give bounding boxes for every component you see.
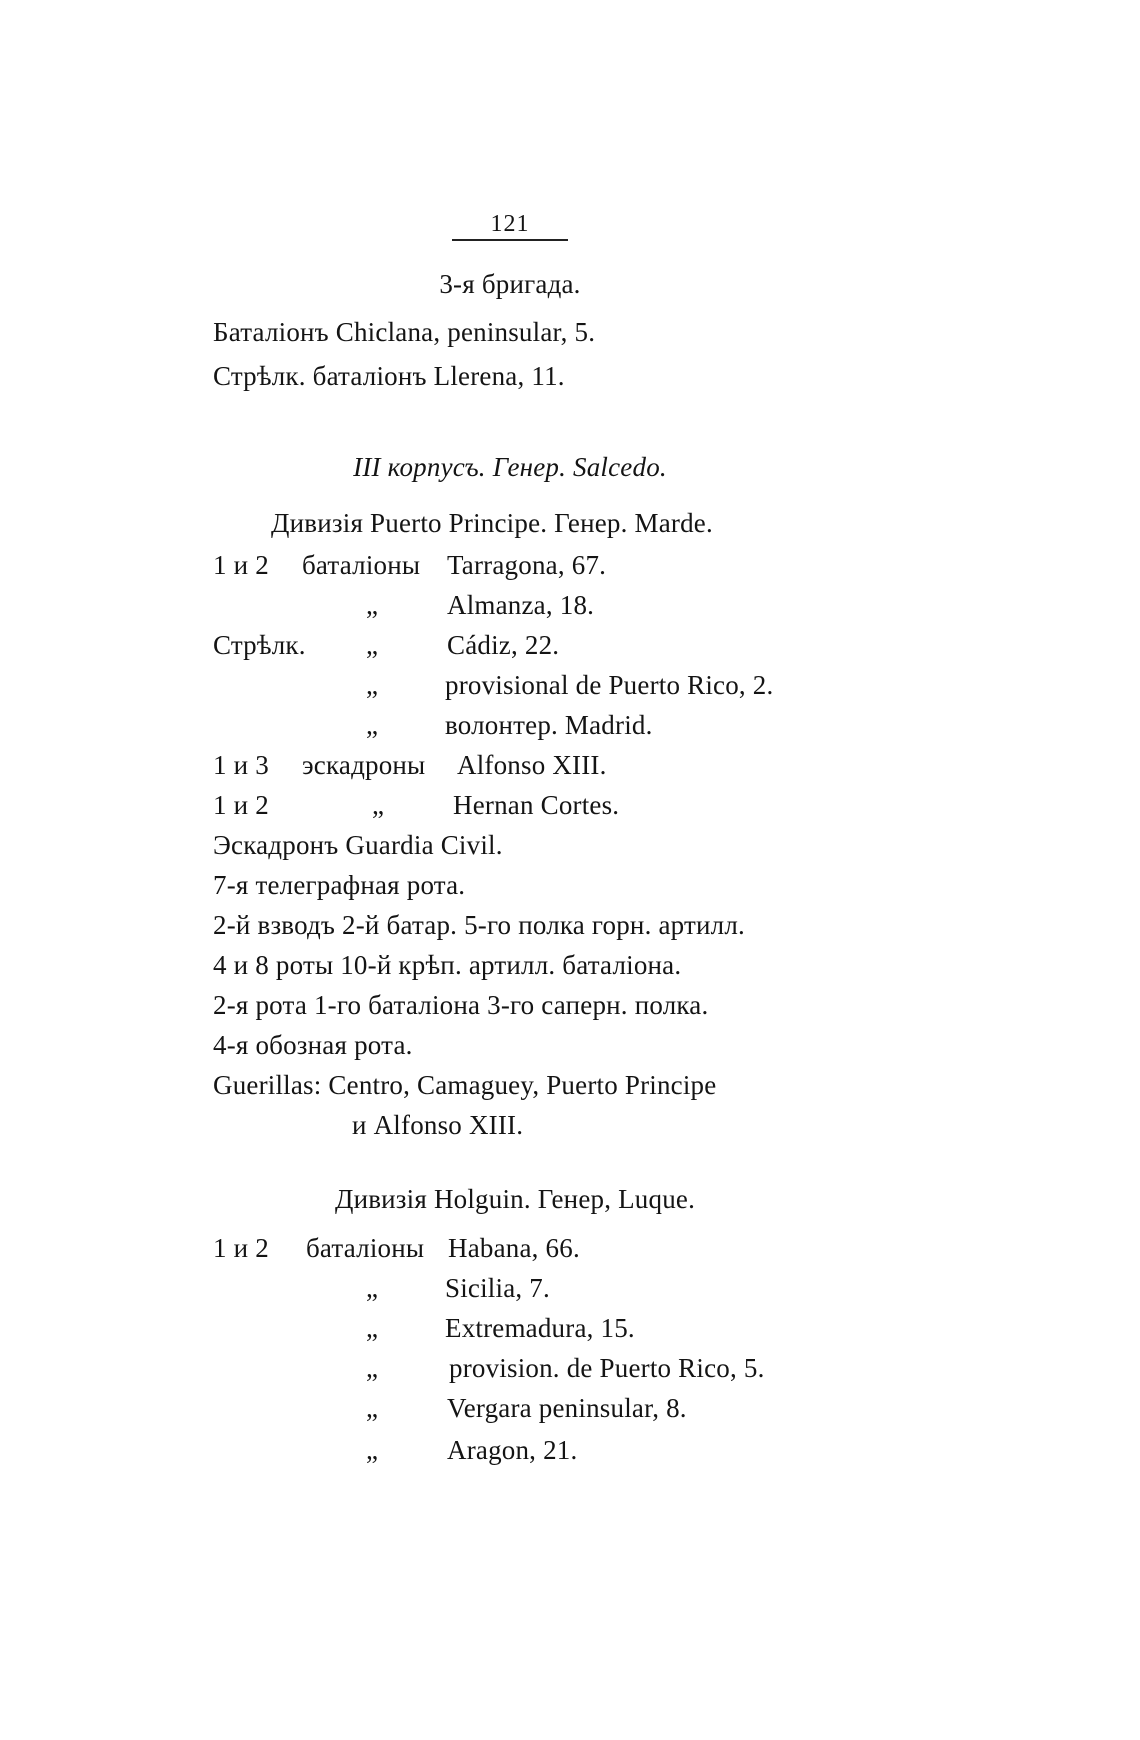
ditto-mark: „ [366, 1393, 379, 1423]
brigade-3-heading: 3-я бригада. [439, 269, 581, 299]
ditto-mark: „ [366, 670, 379, 700]
unit-type: баталіоны [306, 1233, 425, 1263]
corps-3-heading: III корпусъ. Генер. Salcedo. [353, 452, 667, 482]
unit-name: Almanza, 18. [447, 590, 595, 620]
unit-line: 4-я обозная рота. [213, 1030, 413, 1060]
unit-name: Hernan Cortes. [453, 790, 620, 820]
unit-name: Alfonso XIII. [457, 750, 607, 780]
unit-line: 2-я рота 1-го баталіона 3-го саперн. полка. [213, 990, 709, 1020]
unit-name: Aragon, 21. [447, 1435, 578, 1465]
ditto-mark: „ [366, 1273, 379, 1303]
unit-name: Tarragona, 67. [447, 550, 607, 580]
unit-name: Vergara peninsular, 8. [447, 1393, 687, 1423]
ditto-mark: „ [366, 1353, 379, 1383]
unit-line: 7-я телеграфная рота. [213, 870, 466, 900]
page-number: 121 [490, 211, 530, 237]
unit-line: 4 и 8 роты 10-й крѣп. артилл. баталіона. [213, 950, 682, 980]
unit-name: provisional de Puerto Rico, 2. [445, 670, 774, 700]
unit-left: 1 и 2 [213, 550, 269, 580]
unit-left: 1 и 2 [213, 1233, 269, 1263]
ditto-mark: „ [372, 790, 385, 820]
guerillas-line-continued: и Alfonso XIII. [352, 1110, 524, 1140]
guerillas-line: Guerillas: Centro, Camaguey, Puerto Principe [213, 1070, 717, 1100]
ditto-mark: „ [366, 1435, 379, 1465]
unit-line: Эскадронъ Guardia Civil. [213, 830, 503, 860]
unit-left: 1 и 3 [213, 750, 269, 780]
ditto-mark: „ [366, 590, 379, 620]
brigade-3-line: Стрѣлк. баталіонъ Llerena, 11. [213, 361, 565, 391]
unit-type: баталіоны [302, 550, 421, 580]
unit-left: Стрѣлк. [213, 630, 306, 660]
unit-type: эскадроны [302, 750, 426, 780]
unit-line: 2-й взводъ 2-й батар. 5-го полка горн. артилл. [213, 910, 745, 940]
unit-name: Cádiz, 22. [447, 630, 560, 660]
unit-left: 1 и 2 [213, 790, 269, 820]
unit-name: Habana, 66. [448, 1233, 580, 1263]
brigade-3-line: Баталіонъ Chiclana, peninsular, 5. [213, 317, 596, 347]
unit-name: волонтер. Madrid. [445, 710, 653, 740]
ditto-mark: „ [366, 710, 379, 740]
ditto-mark: „ [366, 630, 379, 660]
unit-name: provision. de Puerto Rico, 5. [449, 1353, 765, 1383]
unit-name: Sicilia, 7. [445, 1273, 550, 1303]
page-number-rule [452, 239, 568, 241]
ditto-mark: „ [366, 1313, 379, 1343]
division-holguin-heading: Дивизія Holguin. Генер, Luque. [334, 1184, 696, 1214]
division-pp-heading: Дивизія Puerto Principe. Генер. Marde. [271, 508, 713, 538]
unit-name: Extremadura, 15. [445, 1313, 635, 1343]
